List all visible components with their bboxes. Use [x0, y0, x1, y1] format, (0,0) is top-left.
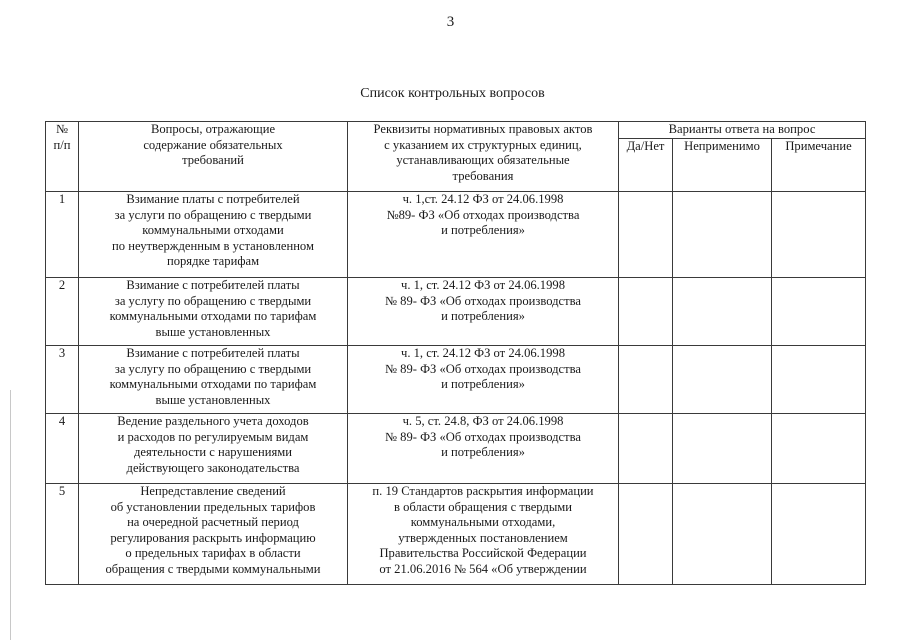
- row-number: 2: [46, 278, 79, 346]
- answer-not-applicable-cell[interactable]: [673, 346, 772, 414]
- scan-margin-line: [10, 390, 11, 640]
- document-title: Список контрольных вопросов: [360, 86, 545, 101]
- row-requisites: ч. 1,ст. 24.12 ФЗ от 24.06.1998 №89- ФЗ «Об отходах производства и потребления»: [348, 192, 619, 278]
- row-number: 4: [46, 414, 79, 484]
- row-question: Непредставление сведений об установлении предельных тарифов на очередной расчетный период регулирования раскрыть информацию о предельных тарифах в области обращения с твердыми коммунальными: [79, 484, 348, 585]
- answer-yes-no-cell[interactable]: [619, 414, 673, 484]
- table-row: [46, 414, 866, 484]
- page-number: 3: [446, 14, 455, 30]
- answer-yes-no-cell[interactable]: [619, 278, 673, 346]
- table-row: [46, 192, 866, 278]
- row-question: Ведение раздельного учета доходов и расходов по регулируемым видам деятельности с нарушениями действующего законодательства: [79, 414, 348, 484]
- header-row-top: [46, 122, 866, 139]
- answer-yes-no-cell[interactable]: [619, 192, 673, 278]
- header-not-applicable: Неприменимо: [673, 139, 772, 192]
- answer-not-applicable-cell[interactable]: [673, 414, 772, 484]
- answer-note-cell[interactable]: [772, 278, 866, 346]
- header-note: Примечание: [772, 139, 866, 192]
- answer-not-applicable-cell[interactable]: [673, 192, 772, 278]
- row-number: 5: [46, 484, 79, 585]
- answer-note-cell[interactable]: [772, 414, 866, 484]
- header-number: № п/п: [46, 122, 79, 192]
- row-requisites: ч. 1, ст. 24.12 ФЗ от 24.06.1998 № 89- ФЗ «Об отходах производства и потребления»: [348, 278, 619, 346]
- row-question: Взимание платы с потребителей за услуги по обращению с твердыми коммунальными отходами по неутвержденным в установленном порядке тарифам: [79, 192, 348, 278]
- header-answer-variants: Варианты ответа на вопрос: [619, 122, 866, 139]
- header-requisites: Реквизиты нормативных правовых актов с указанием их структурных единиц, устанавливающих обязательные требования: [348, 122, 619, 192]
- row-requisites: ч. 5, ст. 24.8, ФЗ от 24.06.1998 № 89- ФЗ «Об отходах производства и потребления»: [348, 414, 619, 484]
- answer-note-cell[interactable]: [772, 192, 866, 278]
- table-row: [46, 346, 866, 414]
- header-yes-no: Да/Нет: [619, 139, 673, 192]
- checklist-table: [45, 121, 866, 585]
- answer-not-applicable-cell[interactable]: [673, 278, 772, 346]
- row-question: Взимание с потребителей платы за услугу по обращению с твердыми коммунальными отходами по тарифам выше установленных: [79, 346, 348, 414]
- header-question: Вопросы, отражающие содержание обязательных требований: [79, 122, 348, 192]
- row-number: 3: [46, 346, 79, 414]
- answer-yes-no-cell[interactable]: [619, 484, 673, 585]
- answer-note-cell[interactable]: [772, 484, 866, 585]
- table-row: [46, 278, 866, 346]
- answer-yes-no-cell[interactable]: [619, 346, 673, 414]
- row-requisites: ч. 1, ст. 24.12 ФЗ от 24.06.1998 № 89- ФЗ «Об отходах производства и потребления»: [348, 346, 619, 414]
- row-question: Взимание с потребителей платы за услугу по обращению с твердыми коммунальными отходами по тарифам выше установленных: [79, 278, 348, 346]
- row-number: 1: [46, 192, 79, 278]
- answer-not-applicable-cell[interactable]: [673, 484, 772, 585]
- answer-note-cell[interactable]: [772, 346, 866, 414]
- table-row: [46, 484, 866, 585]
- row-requisites: п. 19 Стандартов раскрытия информации в области обращения с твердыми коммунальными отходами, утвержденных постановлением Правительства Российской Федерации от 21.06.2016 № 564 «Об утверждении: [348, 484, 619, 585]
